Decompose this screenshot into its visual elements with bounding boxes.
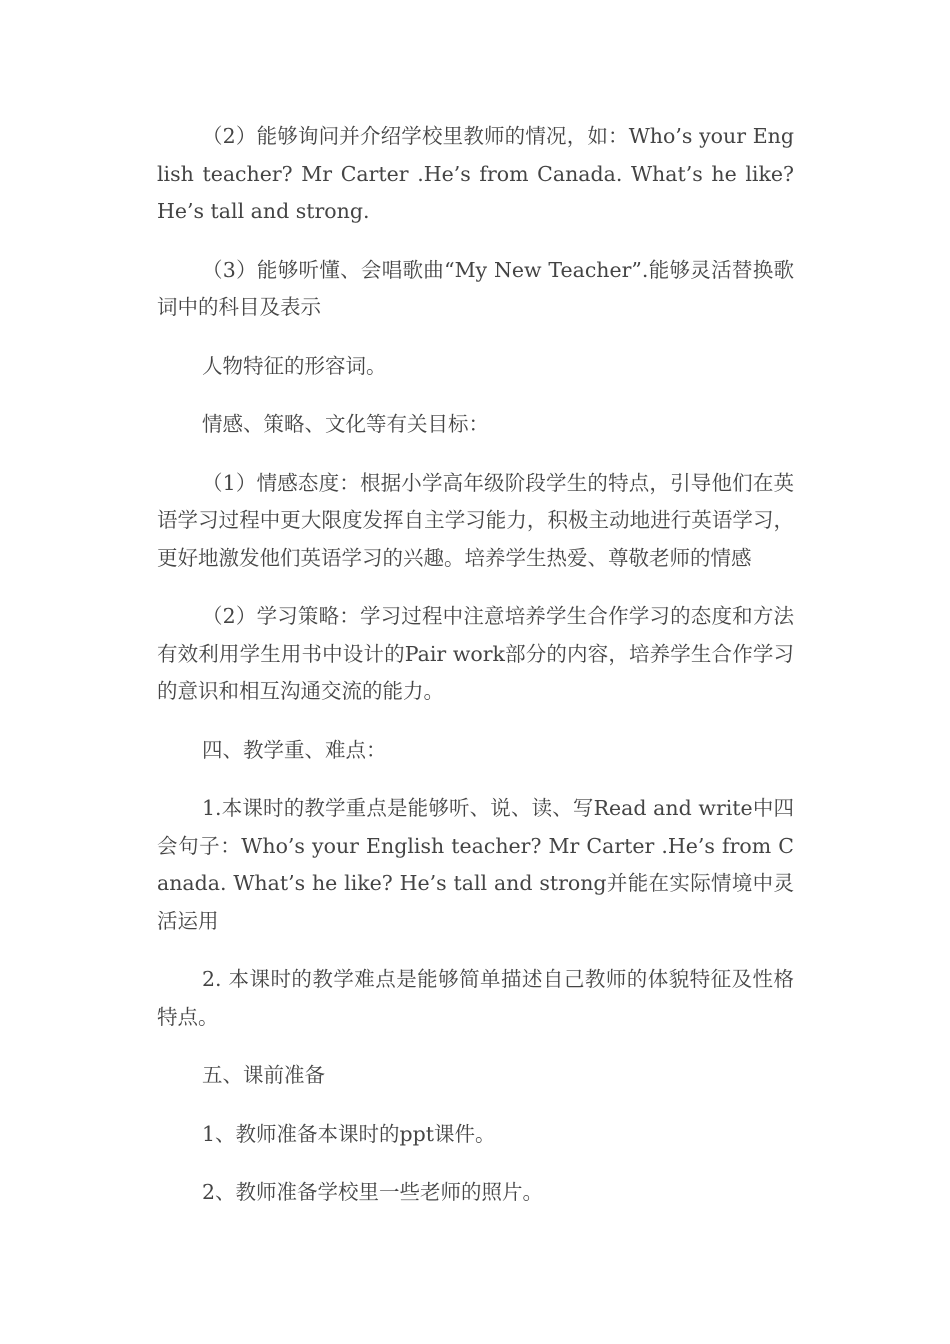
paragraph-emotional-attitude: （1）情感态度：根据小学高年级阶段学生的特点，引导他们在英语学习过程中更大限度发挥自主学习能力，积极主动地进行英语学习，更好地激发他们英语学习的兴趣。培养学生热爱、尊敬老师的情感 bbox=[157, 470, 794, 570]
heading-key-difficult-points: 四、教学重、难点： bbox=[202, 737, 387, 762]
preparation-item-1: 1、教师准备本课时的ppt课件。 bbox=[202, 1121, 496, 1146]
heading-preparation: 五、课前准备 bbox=[202, 1063, 325, 1087]
paragraph-objective-3-continued: 人物特征的形容词。 bbox=[202, 353, 387, 378]
paragraph-objective-3: （3）能够听懂、会唱歌曲“My New Teacher”.能够灵活替换歌词中的科目及表示 bbox=[157, 257, 794, 319]
document-body bbox=[157, 118, 794, 1233]
paragraph-key-point: 1.本课时的教学重点是能够听、说、读、写Read and write中四会句子：Who’s your English teacher? Mr Carter .He’s from Canada. What’s he like? He’s tall and strong并能在实际情境中灵活运用 bbox=[157, 796, 794, 933]
paragraph-objective-2: （2）能够询问并介绍学校里教师的情况，如：Who’s your English teacher? Mr Carter .He’s from Canada. What’s he like? He’s tall and strong. bbox=[157, 124, 794, 223]
paragraph-learning-strategy: （2）学习策略：学习过程中注意培养学生合作学习的态度和方法有效利用学生用书中设计的Pair work部分的内容，培养学生合作学习的意识和相互沟通交流的能力。 bbox=[157, 604, 794, 703]
preparation-item-2: 2、教师准备学校里一些老师的照片。 bbox=[202, 1180, 544, 1204]
paragraph-difficult-point: 2. 本课时的教学难点是能够简单描述自己教师的体貌特征及性格特点。 bbox=[157, 967, 794, 1029]
heading-emotion-strategy-goals: 情感、策略、文化等有关目标： bbox=[202, 412, 489, 436]
